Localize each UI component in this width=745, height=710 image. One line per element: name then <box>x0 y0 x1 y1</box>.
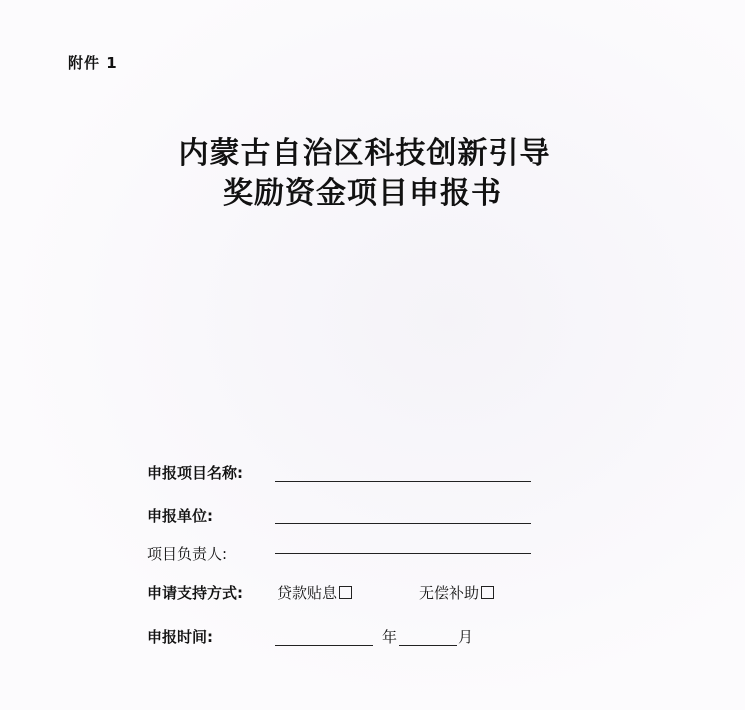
checkbox-icon[interactable] <box>481 586 494 599</box>
month-field[interactable] <box>399 645 457 646</box>
project-name-label: 申报项目名称: <box>147 464 243 482</box>
support-option-loan-interest[interactable] <box>277 582 352 603</box>
month-unit: 月 <box>458 628 474 646</box>
year-unit: 年 <box>382 628 398 646</box>
applicant-unit-field[interactable] <box>275 523 531 524</box>
project-leader-label: 项目负责人: <box>147 545 228 563</box>
application-date-label: 申报时间: <box>147 628 213 646</box>
support-mode-label: 申请支持方式: <box>147 584 243 602</box>
attachment-label: 附件 1 <box>68 54 118 72</box>
support-option-loan-interest-label: 贷款贴息 <box>277 584 338 602</box>
checkbox-icon[interactable] <box>339 586 352 599</box>
project-leader-field[interactable] <box>275 553 531 554</box>
year-field[interactable] <box>275 645 373 646</box>
document-title-line-1: 内蒙古自治区科技创新引导 <box>178 136 551 171</box>
applicant-unit-label: 申报单位: <box>147 507 213 525</box>
document-title-line-2: 奖励资金项目申报书 <box>223 176 502 211</box>
project-name-field[interactable] <box>275 481 531 482</box>
support-option-grant[interactable] <box>419 582 494 603</box>
support-option-grant-label: 无偿补助 <box>419 584 480 602</box>
